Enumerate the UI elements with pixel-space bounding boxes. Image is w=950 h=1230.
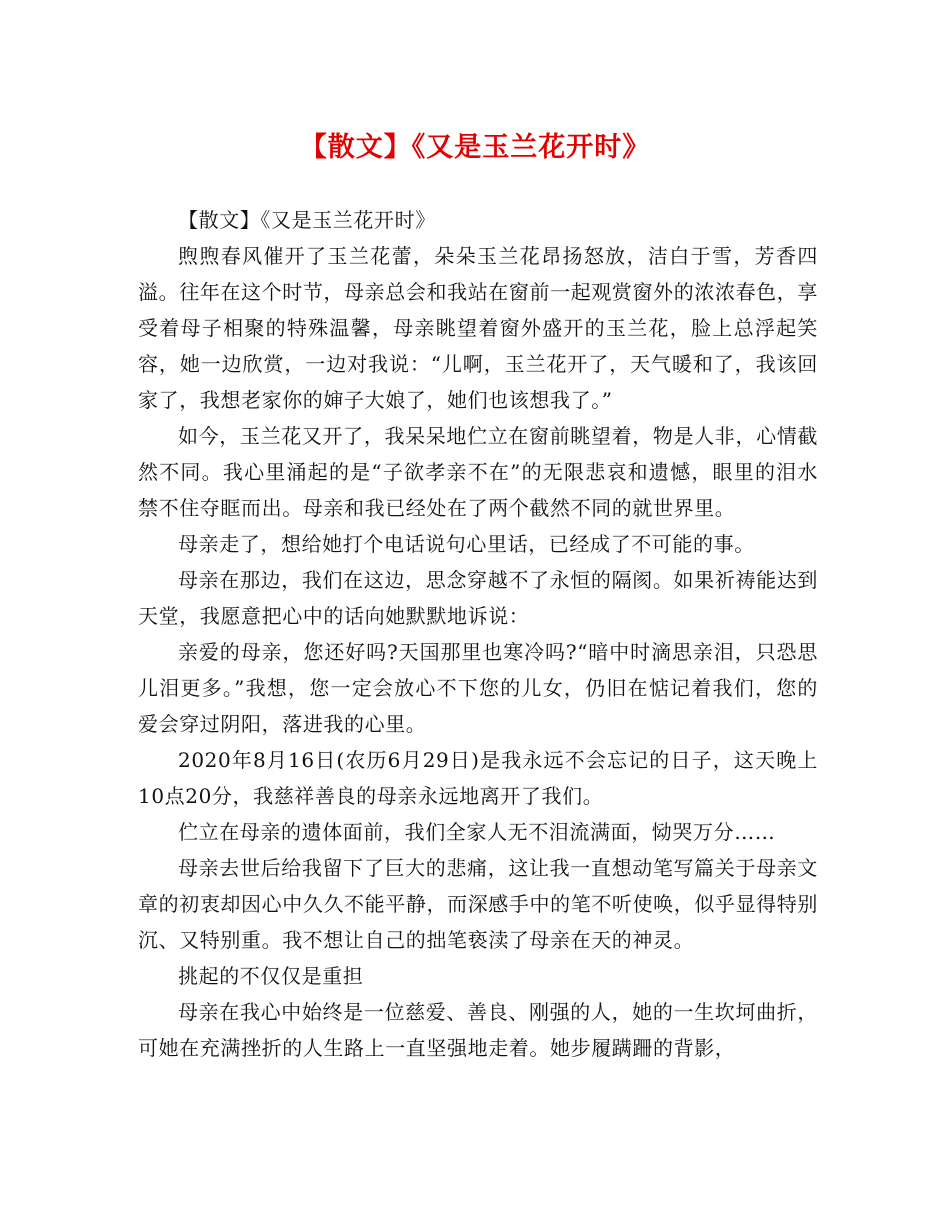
- document-title: 【散文】《又是玉兰花开时》: [299, 132, 651, 163]
- paragraph: 母亲走了，想给她打个电话说句心里话，已经成了不可能的事。: [178, 532, 755, 556]
- paragraph: 母亲去世后给我留下了巨大的悲痛，这让我一直想动笔写篇关于母亲文章的初衷却因心中久久不能平静，而深感手中的笔不听使唤，似乎显得特别沉、又特别重。我不想让自己的拙笔亵渎了母亲在天的神灵。: [138, 856, 818, 952]
- paragraph: 【散文】《又是玉兰花开时》: [178, 208, 436, 232]
- paragraph: 2020年8月16日(农历6月29日)是我永远不会忘记的日子，这天晚上10点20分，我慈祥善良的母亲永远地离开了我们。: [138, 748, 818, 808]
- paragraph: 挑起的不仅仅是重担: [178, 964, 364, 988]
- paragraph: 母亲在我心中始终是一位慈爱、善良、刚强的人，她的一生坎坷曲折，可她在充满挫折的人生路上一直坚强地走着。她步履蹒跚的背影，: [138, 1000, 818, 1060]
- paragraph: 亲爱的母亲，您还好吗?天国那里也寒冷吗?“暗中时滴思亲泪，只恐思儿泪更多。”我想，您一定会放心不下您的儿女，仍旧在惦记着我们，您的爱会穿过阴阳，落进我的心里。: [138, 640, 818, 736]
- document-body: [138, 202, 818, 1066]
- paragraph: 煦煦春风催开了玉兰花蕾，朵朵玉兰花昂扬怒放，洁白于雪，芳香四溢。往年在这个时节，母亲总会和我站在窗前一起观赏窗外的浓浓春色，享受着母子相聚的特殊温馨，母亲眺望着窗外盛开的玉兰花，脸上总浮起笑容，她一边欣赏，一边对我说：“儿啊，玉兰花开了，天气暖和了，我该回家了，我想老家你的婶子大娘了，她们也该想我了。”: [138, 244, 818, 412]
- paragraph: 母亲在那边，我们在这边，思念穿越不了永恒的隔阂。如果祈祷能达到天堂，我愿意把心中的话向她默默地诉说：: [138, 568, 818, 628]
- paragraph: 伫立在母亲的遗体面前，我们全家人无不泪流满面，恸哭万分……: [178, 820, 776, 844]
- paragraph: 如今，玉兰花又开了，我呆呆地伫立在窗前眺望着，物是人非，心情截然不同。我心里涌起的是“子欲孝亲不在”的无限悲哀和遗憾，眼里的泪水禁不住夺眶而出。母亲和我已经处在了两个截然不同的就世界里。: [138, 424, 818, 520]
